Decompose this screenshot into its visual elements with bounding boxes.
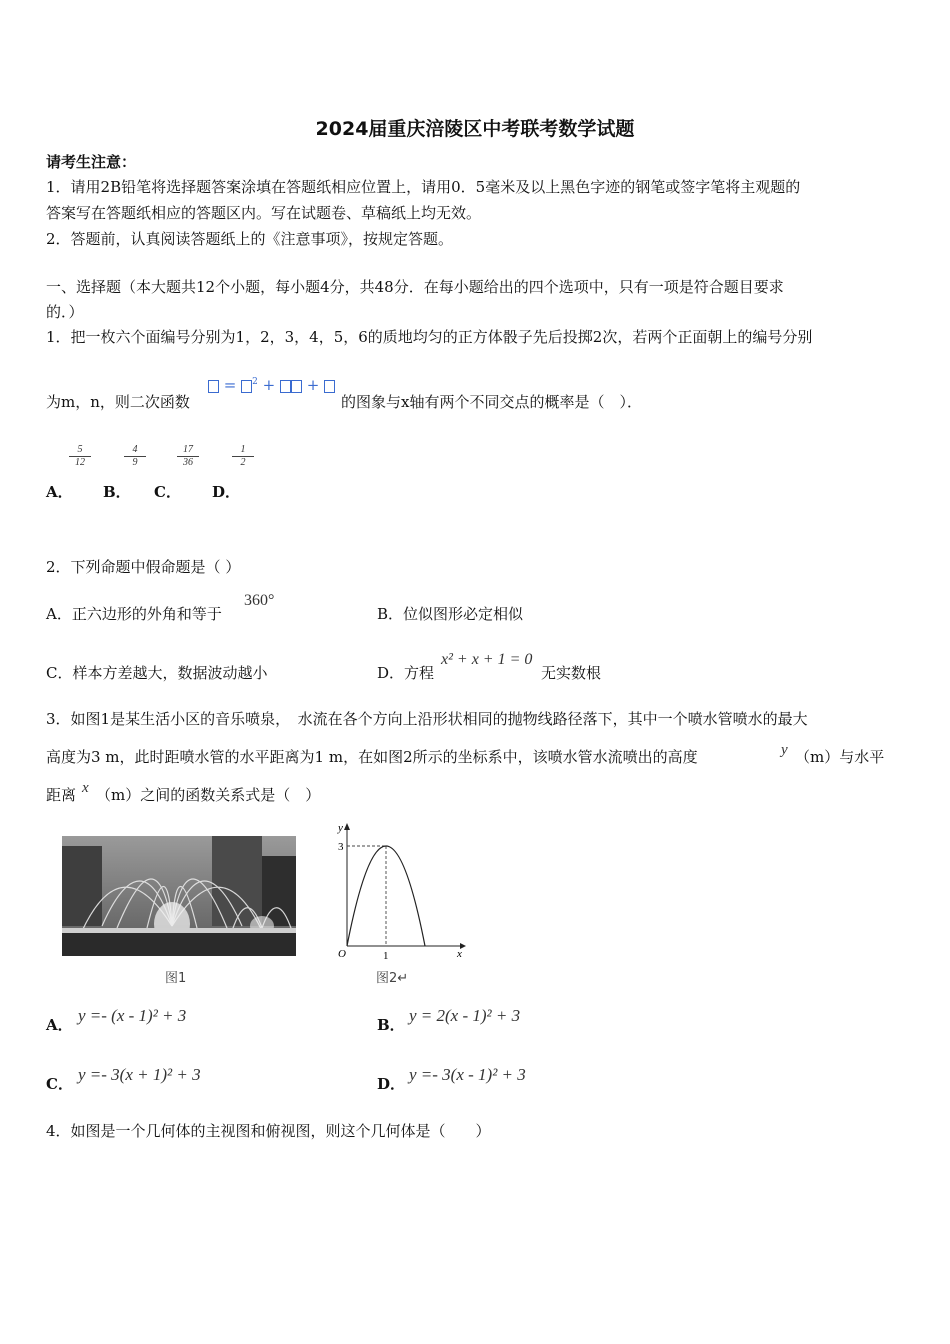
q2-option-a-math: 360° [244,592,275,609]
q3-line-2-pre: 高度为3 m，此时距喷水管的水平距离为1 m，在如图2所示的坐标系中，该喷水管水流喷出的高度 [46,748,698,766]
q1-option-b-fraction: $\frac{4}{9}$ [124,444,146,469]
notice-line-3: 2．答题前，认真阅读答题纸上的《注意事项》，按规定答题。 [46,230,454,248]
q3-option-b-label: B． [377,1016,405,1034]
q1-line-2-pre: 为m，n，则二次函数 [46,393,190,411]
q3-line-1: 3．如图1是某生活小区的音乐喷泉， 水流在各个方向上沿形状相同的抛物线路径落下，其中一个喷水管喷水的最大 [46,710,808,728]
q1-formula [208,376,335,394]
graph-x-tick: 1 [383,950,389,962]
placeholder-box-icon [280,380,291,393]
notice-line-2: 答案写在答题纸相应的答题区内。写在试题卷、草稿纸上均无效。 [46,204,482,222]
formula-plus: + [306,376,320,394]
q3-option-d-label: D． [377,1075,406,1093]
q2-stem: 2．下列命题中假命题是（ ） [46,558,241,576]
notice-line-1: 1．请用2B铅笔将选择题答案涂填在答题纸相应位置上，请用0．5毫米及以上黑色字迹的钢笔或签字笔将主观题的 [46,178,801,196]
q3-option-d-math: y =- 3(x - 1)² + 3 [409,1065,526,1084]
q1-option-d: D． [212,483,241,501]
q3-line-3-pre: 距离 [46,786,77,804]
q3-option-b-math: y = 2(x - 1)² + 3 [409,1006,521,1025]
section-heading-line-1: 一、选择题（本大题共12个小题，每小题4分，共48分．在每小题给出的四个选项中，只有一项是符合题目要求 [46,278,784,296]
q3-option-a-math: y =- (x - 1)² + 3 [78,1006,187,1025]
q4-stem: 4．如图是一个几何体的主视图和俯视图，则这个几何体是（ ） [46,1122,491,1140]
figure-1-caption: 图1 [165,971,187,986]
q3-line-3-post: （m）之间的函数关系式是（ ） [96,786,321,804]
q1-option-c: C． [154,483,181,501]
placeholder-box-icon [241,380,252,393]
fountain-photo [62,836,296,956]
q3-option-a-label: A． [46,1016,73,1034]
formula-exponent: 2 [252,377,258,387]
q1-option-c-fraction: $\frac{17}{36}$ [177,444,199,469]
graph-origin-label: O [338,948,346,960]
parabola-graph [326,818,466,964]
q1-option-d-fraction: $\frac{1}{2}$ [232,444,254,469]
q3-option-c-label: C． [46,1075,73,1093]
q3-var-y: y [781,742,788,758]
formula-plus: + [262,376,276,394]
q1-option-a-fraction: $\frac{5}{12}$ [69,444,91,469]
q1-option-b: B． [103,483,131,501]
placeholder-box-icon [291,380,302,393]
section-heading-line-2: 的．） [46,303,84,321]
figure-2-caption: 图2↵ [376,971,409,986]
graph-y-tick: 3 [338,841,344,853]
q2-option-b: B．位似图形必定相似 [377,605,524,623]
q2-option-d-post: 无实数根 [541,664,602,682]
q1-line-2-post: 的图象与x轴有两个不同交点的概率是（ ）． [341,393,642,411]
q2-option-d-math: x² + x + 1 = 0 [441,651,533,668]
q3-var-x: x [82,780,89,796]
q3-line-2-post: （m）与水平 [795,748,885,766]
graph-x-axis-label: x [457,948,462,960]
placeholder-box-icon [324,380,335,393]
q3-option-c-math: y =- 3(x + 1)² + 3 [78,1065,201,1084]
graph-y-axis-label: y [338,822,343,834]
q2-option-c: C．样本方差越大，数据波动越小 [46,664,268,682]
q1-option-a: A． [46,483,73,501]
notice-heading: 请考生注意： [46,153,137,171]
q2-option-a: A．正六边形的外角和等于 [46,605,222,623]
formula-equals: = [223,376,237,394]
q2-option-d: D．方程 [377,664,435,682]
placeholder-box-icon [208,380,219,393]
page-title: 2024届重庆涪陵区中考联考数学试题 [315,118,635,140]
q1-line-1: 1．把一枚六个面编号分别为1，2，3，4，5，6的质地均匀的正方体骰子先后投掷2次，若两个正面朝上的编号分别 [46,328,813,346]
